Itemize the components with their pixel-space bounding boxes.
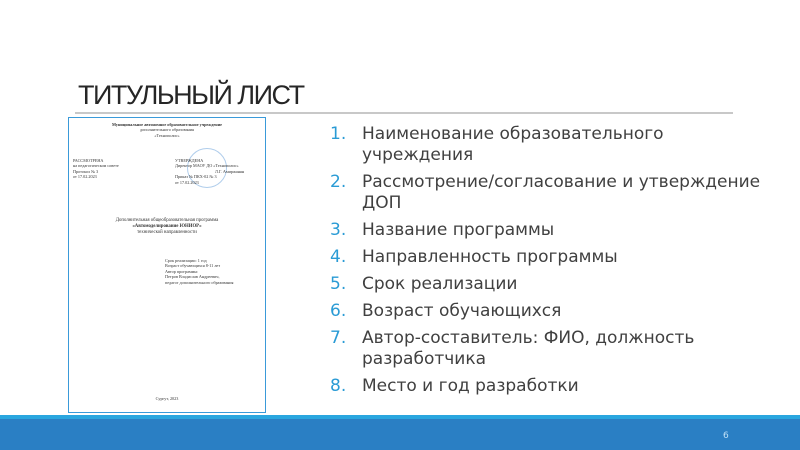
doc-line: от 17.02.2023: [175, 179, 199, 185]
doc-line: технической направленности: [137, 230, 197, 236]
title-divider: [75, 112, 733, 114]
doc-org-line: Муниципальное автономное образовательное учреждение: [112, 122, 222, 127]
doc-org-line: дополнительного образования: [140, 127, 194, 133]
doc-considered: [73, 158, 119, 180]
doc-line: Приказ № ПКХ-02 № 3: [175, 174, 217, 180]
doc-line: на педагогическом совете: [73, 163, 119, 169]
list-item: [330, 274, 770, 295]
list-item: [330, 247, 770, 268]
list-item: [330, 376, 770, 397]
list-item: [330, 328, 770, 370]
list-number: 3.: [330, 220, 347, 240]
doc-approved: [175, 158, 244, 185]
doc-details: [165, 258, 233, 285]
list-text: Срок реализации: [362, 274, 518, 294]
doc-line: Срок реализации: 1 год: [165, 258, 207, 263]
list-number: 7.: [330, 328, 347, 348]
title-page-image: [68, 117, 266, 413]
doc-line: Протокол № 3: [73, 168, 99, 174]
list-number: 5.: [330, 274, 347, 294]
doc-line: Директор МАОУ ДО «Технополис»: [175, 163, 239, 169]
list-text: Наименование образовательного учреждения: [362, 124, 664, 165]
list-item: [330, 124, 770, 166]
doc-line: Дополнительная общеобразовательная программа: [115, 218, 219, 223]
list-text: Направленность программы: [362, 247, 618, 267]
doc-program: [69, 218, 265, 237]
page-number: 6: [723, 431, 729, 441]
slide-title: ТИТУЛЬНЫЙ ЛИСТ: [78, 80, 304, 110]
doc-org: [69, 122, 265, 138]
list-number: 2.: [330, 172, 347, 192]
list-number: 8.: [330, 376, 347, 396]
doc-line: педагог дополнительного образования: [165, 279, 234, 285]
list-item: [330, 301, 770, 322]
doc-line: «Автомоделирование ЮНИОР»: [132, 224, 202, 230]
doc-line: от 17.02.2023: [73, 174, 97, 180]
list-number: 1.: [330, 124, 347, 144]
doc-line: УТВЕРЖДЕНА: [175, 158, 204, 163]
doc-line: Л.Г. Амиржанян: [215, 168, 245, 174]
requirements-list: [330, 124, 770, 403]
doc-line: Возраст обучающихся 8-11 лет: [165, 263, 221, 269]
doc-footer: Сургут, 2023: [155, 396, 179, 401]
list-text: Рассмотрение/согласование и утверждение ДОП: [362, 172, 761, 213]
doc-line: Петров Владислав Андреевич,: [165, 274, 220, 280]
list-item: [330, 172, 770, 214]
list-text: Возраст обучающихся: [362, 301, 562, 321]
list-item: [330, 220, 770, 241]
list-text: Название программы: [362, 220, 555, 240]
list-text: Автор-составитель: ФИО, должность разработчика: [362, 328, 695, 369]
list-text: Место и год разработки: [362, 376, 579, 396]
doc-org-line: «Технополис»: [154, 132, 180, 138]
footer-band: [0, 419, 800, 450]
list-number: 6.: [330, 301, 347, 321]
list-number: 4.: [330, 247, 347, 267]
doc-line: РАССМОТРЕНА: [73, 158, 104, 163]
doc-line: Автор программы:: [165, 268, 199, 274]
